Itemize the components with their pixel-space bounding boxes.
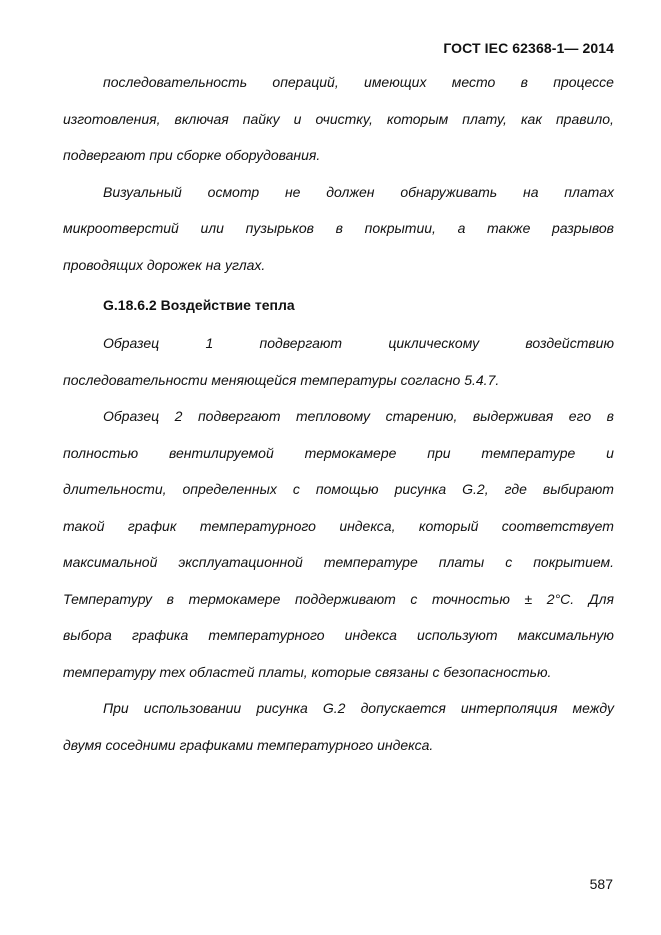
word: между: [572, 700, 614, 716]
word: максимальную: [517, 627, 614, 643]
word: изготовления,: [63, 110, 161, 127]
paragraph: [63, 696, 614, 769]
word: с: [410, 590, 418, 607]
word: не: [284, 183, 301, 200]
intro-paragraphs: [63, 70, 614, 289]
word: при: [427, 444, 451, 461]
word: длительности,: [63, 481, 167, 497]
word: процессе: [553, 74, 614, 90]
word: 1: [205, 335, 214, 351]
word: в: [335, 220, 343, 236]
word: также: [487, 220, 531, 236]
word: с: [505, 554, 513, 570]
word: 2: [174, 408, 183, 424]
word: вентилируемой: [168, 444, 274, 461]
word: в: [606, 408, 614, 424]
word: температуре: [481, 444, 576, 461]
word: разрывов: [552, 220, 614, 236]
word: и: [293, 110, 302, 127]
word: в: [520, 74, 528, 90]
word: подвергают: [259, 335, 343, 351]
paragraph-line: [63, 696, 614, 733]
word: а: [457, 220, 466, 236]
word: плату,: [462, 110, 507, 127]
word: последовательность: [103, 74, 248, 90]
paragraph-line: [63, 587, 614, 624]
paragraph-line: [63, 514, 614, 551]
word: допускается: [360, 700, 446, 716]
word: тепловому: [296, 408, 371, 424]
word: правило,: [555, 110, 614, 127]
page-number: 587: [589, 876, 613, 892]
word: покрытии,: [364, 220, 436, 236]
word: покрытием.: [533, 554, 614, 570]
section-paragraphs: [63, 331, 614, 769]
word: определенных: [182, 481, 277, 497]
word: выбора: [63, 627, 112, 643]
word: обнаруживать: [400, 183, 498, 200]
word: Образец: [103, 408, 160, 424]
word: выдерживая: [472, 408, 554, 424]
word: который: [418, 517, 479, 534]
word: использовании: [143, 700, 242, 716]
paragraph: [63, 404, 614, 696]
word: термокамере: [188, 590, 281, 607]
word: и: [606, 444, 614, 461]
word: выбирают: [542, 481, 614, 497]
word: используют: [417, 627, 498, 643]
document-header: ГОСТ IEC 62368-1— 2014: [443, 40, 614, 56]
paragraph-line: температуру тех областей платы, которые связаны с безопасностью.: [63, 663, 552, 680]
word: интерполяция: [460, 700, 558, 716]
word: его: [568, 408, 592, 424]
word: температурного: [199, 517, 316, 534]
paragraph-line: [63, 70, 614, 107]
word: G.2,: [462, 481, 489, 497]
word: 2°С.: [546, 590, 575, 607]
paragraph-line: [63, 550, 614, 587]
word: ±: [524, 590, 533, 607]
word: воздействию: [525, 335, 614, 351]
paragraph: [63, 70, 614, 180]
section-heading: G.18.6.2 Воздействие тепла: [103, 297, 295, 313]
word: в: [166, 590, 174, 607]
word: должен: [326, 183, 375, 200]
word: циклическому: [388, 335, 480, 351]
word: пайку: [242, 110, 280, 127]
word: температуре: [323, 554, 418, 570]
paragraph-line: [63, 404, 614, 441]
word: точностью: [431, 590, 510, 607]
word: Визуальный: [103, 183, 182, 200]
word: имеющих: [364, 74, 427, 90]
word: эксплуатационной: [178, 554, 303, 570]
paragraph-line: [63, 216, 614, 253]
paragraph-line: последовательности меняющейся температуры согласно 5.4.7.: [63, 371, 500, 388]
paragraph-line: [63, 477, 614, 514]
word: температурного: [208, 627, 325, 643]
word: с: [292, 481, 300, 497]
word: поддерживают: [294, 590, 396, 607]
paragraph-line: подвергают при сборке оборудования.: [63, 147, 321, 163]
word: очистку,: [315, 110, 373, 127]
word: помощью: [315, 481, 379, 497]
word: максимальной: [63, 554, 158, 570]
word: рисунка: [256, 700, 308, 716]
paragraph-line: [63, 107, 614, 144]
page-body: [63, 70, 614, 769]
word: включая: [174, 110, 229, 127]
word: осмотр: [207, 183, 260, 200]
paragraph-line: [63, 441, 614, 478]
word: платах: [564, 183, 614, 200]
paragraph: [63, 331, 614, 404]
word: подвергают: [197, 408, 281, 424]
word: Для: [588, 590, 614, 607]
paragraph-line: проводящих дорожек на углах.: [63, 256, 266, 273]
word: или: [200, 220, 224, 236]
word: G.2: [322, 700, 346, 716]
word: которым: [386, 110, 449, 127]
word: полностью: [63, 444, 139, 461]
word: график: [127, 517, 177, 534]
paragraph-line: [63, 623, 614, 660]
word: графика: [131, 627, 189, 643]
word: место: [451, 74, 496, 90]
paragraph: [63, 180, 614, 290]
word: операций,: [272, 74, 339, 90]
word: где: [504, 481, 527, 497]
word: старению,: [385, 408, 458, 424]
word: платы: [438, 554, 485, 570]
paragraph-line: двумя соседними графиками температурного индекса.: [63, 736, 434, 753]
word: термокамере: [304, 444, 397, 461]
word: Образец: [103, 335, 160, 351]
word: такой: [63, 517, 105, 534]
paragraph-line: [63, 331, 614, 368]
paragraph-line: [63, 180, 614, 217]
word: соответствует: [501, 517, 614, 534]
word: как: [520, 110, 542, 127]
word: рисунка: [394, 481, 447, 497]
word: микроотверстий: [63, 220, 179, 236]
word: индекса,: [339, 517, 396, 534]
word: на: [522, 183, 539, 200]
word: индекса: [344, 627, 397, 643]
word: Температуру: [63, 590, 153, 607]
word: пузырьков: [245, 220, 314, 236]
word: При: [103, 700, 129, 716]
